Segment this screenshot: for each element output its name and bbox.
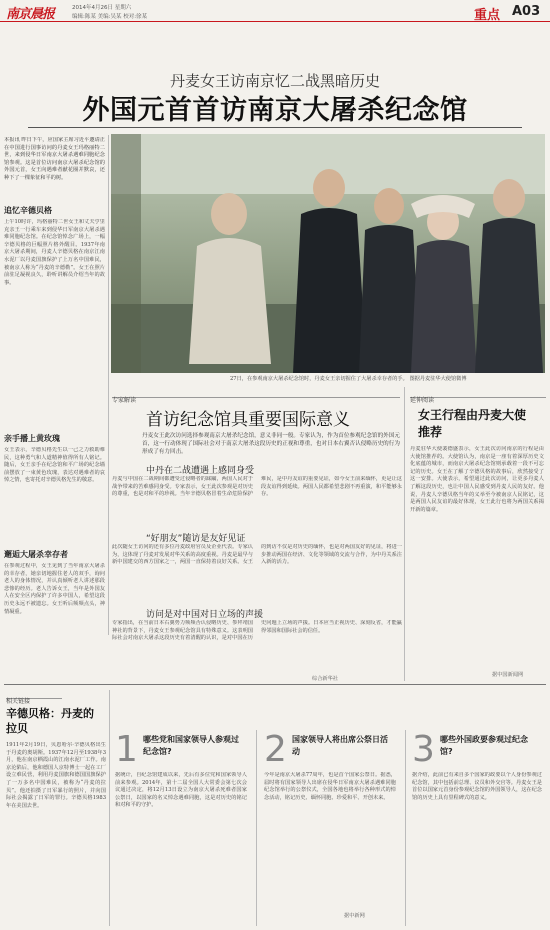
item-credit: 据中新网: [344, 913, 365, 919]
item-body: 今年是南京大屠杀77周年，也是首个国家公祭日。据悉，届时将有国家领导人出席在侵华日军南京大屠杀遇难同胞纪念馆举行的公祭仪式，全国各地也将举行各种形式的悼念活动，铭记历史、缅怀同胞、珍爱和平、开创未来。: [264, 772, 396, 801]
item-title: 哪些党和国家领导人参观过纪念馆?: [143, 735, 239, 756]
section-body: 在参观过程中，女王见到了当年南京大屠杀的幸存者，她亲切地握住老人的双手，询问老人的身体情况，并认真倾听老人讲述那段悲惨的经历。老人告诉女王，当年是外国友人在安全区内保护了许多中国人，希望这段历史永远不被遗忘。女王听后频频点头，神情凝重。: [4, 563, 105, 615]
item-number: 3: [412, 729, 435, 770]
center-credit: 综合新华社: [312, 676, 338, 682]
item-title: 国家领导人将出席公祭日活动: [292, 735, 388, 756]
bottom-tag: [6, 688, 62, 705]
item-number: 2: [264, 729, 287, 770]
main-photo: [111, 134, 545, 373]
section-name: 重点: [474, 8, 501, 23]
right-title: 女王行程由丹麦大使推荐: [418, 408, 527, 439]
photo-caption: 27日，在参观南京大屠杀纪念馆时，丹麦女王亲切握住了大屠杀幸存者的手。 图据丹麦驻华大使馆微博: [230, 376, 467, 382]
numbered-item: [262, 729, 402, 926]
right-tag-label: 延伸阅读: [410, 397, 435, 404]
section-body: 上午10时许，玛格丽特二世女王和丈夫亨里克亲王一行乘车来到侵华日军南京大屠杀遇难同胞纪念馆。在纪念馆悼念广场上，一幅辛德贝格的巨幅照片格外醒目。1937年南京大屠杀期间，丹麦人辛德贝格在南京江南水泥厂以丹麦国旗保护了上万名中国难民，被南京人称为“丹麦的辛德勒”。女王在照片前驻足凝视良久，聆听讲解员介绍当年的故事。: [4, 219, 105, 286]
center-tag: [112, 387, 400, 404]
item-body: 据统计，自纪念馆建成以来，先后有多位党和国家领导人前来参观。2014年，第十二届全国人大常委会第七次会议通过决定，将12月13日设立为南京大屠杀死难者国家公祭日，以国家的名义悼念遇难同胞，这是对历史的铭记和对和平的守护。: [115, 772, 247, 809]
page-number: A03: [512, 4, 541, 19]
subhead-3-body: 专家指出，在当前日本右翼势力频频否认侵略历史、参拜靖国神社的背景下，丹麦女王参观纪念馆具有特殊意义。这表明国际社会对南京大屠杀这段历史有着清醒的认识，是对中国在历史问题上立场的声援。日本应当正视历史、深刻反省，才能赢得邻国和国际社会的信任。: [112, 620, 402, 642]
headline-title: 外国元首首访南京大屠杀纪念馆: [82, 95, 468, 126]
headline-kicker: 丹麦女王访南京忆二战黑暗历史: [169, 72, 380, 90]
right-tag: [410, 387, 546, 404]
subhead-1: 中丹在二战遭遇上感同身受: [146, 466, 255, 476]
editor-line: 编辑:陈某 美编:吴某 校对:徐某: [72, 14, 148, 20]
numbered-item: [410, 729, 546, 926]
subhead-3: 访问是对中国对日立场的声援: [146, 610, 264, 620]
bottom-tag-label: 相关链接: [6, 698, 31, 705]
photo-scene: [111, 134, 545, 373]
person-body: 1911年2月19日，贝恩哈尔·辛德贝格出生于丹麦的奥胡斯。1937年12月至1938年3月，他在南京栖霞山的江南水泥厂工作。南京沦陷后，他和德国人京特博士一起在工厂设立难民营，利用丹麦国旗和德国国旗保护了一万多名中国难民，被称为“丹麦的拉贝”。他还拍摄了日军暴行的照片，并向国际社会揭露了日军的罪行。辛德贝格1983年在美国去世。: [6, 742, 106, 809]
section-heading: 邂逅大屠杀幸存者: [4, 550, 68, 559]
section-heading: 亲手播上黄玫瑰: [4, 434, 60, 443]
paper-logo: 南京晨报: [6, 7, 55, 22]
left-column: [4, 137, 105, 635]
masthead: [0, 0, 550, 22]
subhead-1-body: 丹麦与中国在二战期间都遭受过侵略者的蹂躏，两国人民对于战争带来的苦难感同身受。专家表示，女王此次参观是对历史的尊重，也是对和平的珍视。当年辛德贝格冒着生命危险保护难民，是中丹友谊的重要见证，如今女王前来缅怀，更是让这段友谊得到延续。两国人民都希望悲剧不再重演，和平能够永存。: [112, 476, 402, 498]
section-heading: 追忆辛德贝格: [4, 206, 52, 215]
subhead-2-body: 此次随女王访问的还有多位丹麦政府官员及企业代表。专家认为，这体现了丹麦对发展对华关系的高度重视。丹麦是最早与新中国建交的西方国家之一，两国一直保持着良好关系。女王的到访不仅是对历史的缅怀，也是对两国友好的见证，将进一步推动两国在经济、文化等领域的交流与合作，为中丹关系注入新的活力。: [112, 544, 402, 566]
right-credit: 据中国新闻网: [492, 672, 524, 678]
item-number: 1: [115, 729, 138, 770]
lead-paragraph: 本报讯 昨日下午，应国家主席习近平邀请正在中国进行国事访问的丹麦女王玛格丽特二世，来到侵华日军南京大屠杀遇难同胞纪念馆参观。这是首位访问南京大屠杀纪念馆的外国元首，女王向遇难者献花圈并默哀，还种下了一棵象征和平的树。: [4, 137, 105, 181]
person-title: 辛德贝格：丹麦的拉贝: [6, 707, 94, 735]
center-tag-label: 专家解读: [112, 397, 137, 404]
right-body: 丹麦驻华大使裴德盛表示，女王此次访问南京的行程是由大使馆推荐的。大使馆认为，南京是一座有着深厚历史文化底蕴的城市，而南京大屠杀纪念馆则承载着一段不可忘记的历史。女王在了解了辛德贝格的故事后，欣然接受了这一安排。大使表示，希望通过此次访问，让更多丹麦人了解这段历史，也让中国人民感受到丹麦人民的友好。他说，丹麦人辛德贝格当年的义举至今被南京人民铭记，这是两国人民友谊的最好体现，女王此行也将为两国关系揭开新的篇章。: [410, 446, 544, 513]
subhead-2: “好朋友”随访是友好见证: [146, 534, 246, 544]
item-body: 据介绍，此前已有来自多个国家的政要以个人身份参观过纪念馆，其中包括前总理、议员和外交官等。丹麦女王是首位以国家元首身份参观纪念馆的外国领导人，这在纪念馆的历史上具有里程碑式的意义。: [412, 772, 542, 801]
numbered-item: [113, 729, 253, 926]
center-intro: 丹麦女王此次访问选择参观南京大屠杀纪念馆，意义非同一般。专家认为，作为首位参观纪念馆的外国元首，这一行动体现了国际社会对于南京大屠杀这段历史的正视和尊重，也对日本右翼否认侵略历史的行为形成了有力回击。: [142, 433, 400, 455]
item-title: 哪些外国政要参观过纪念馆?: [440, 735, 528, 756]
date-line: 2014年4月26日 星期六: [72, 5, 132, 11]
center-title: 首访纪念馆具重要国际意义: [146, 410, 350, 430]
section-body: 女王表示，辛德贝格先生以一己之力救助难民，这种勇气和人道精神值得所有人铭记。随后，女王亲手在纪念馆和平广场的纪念墙前摆放了一束黄色玫瑰，表达对遇难者的哀悼之情，也寄托对辛德贝格先生的敬意。: [4, 447, 105, 484]
